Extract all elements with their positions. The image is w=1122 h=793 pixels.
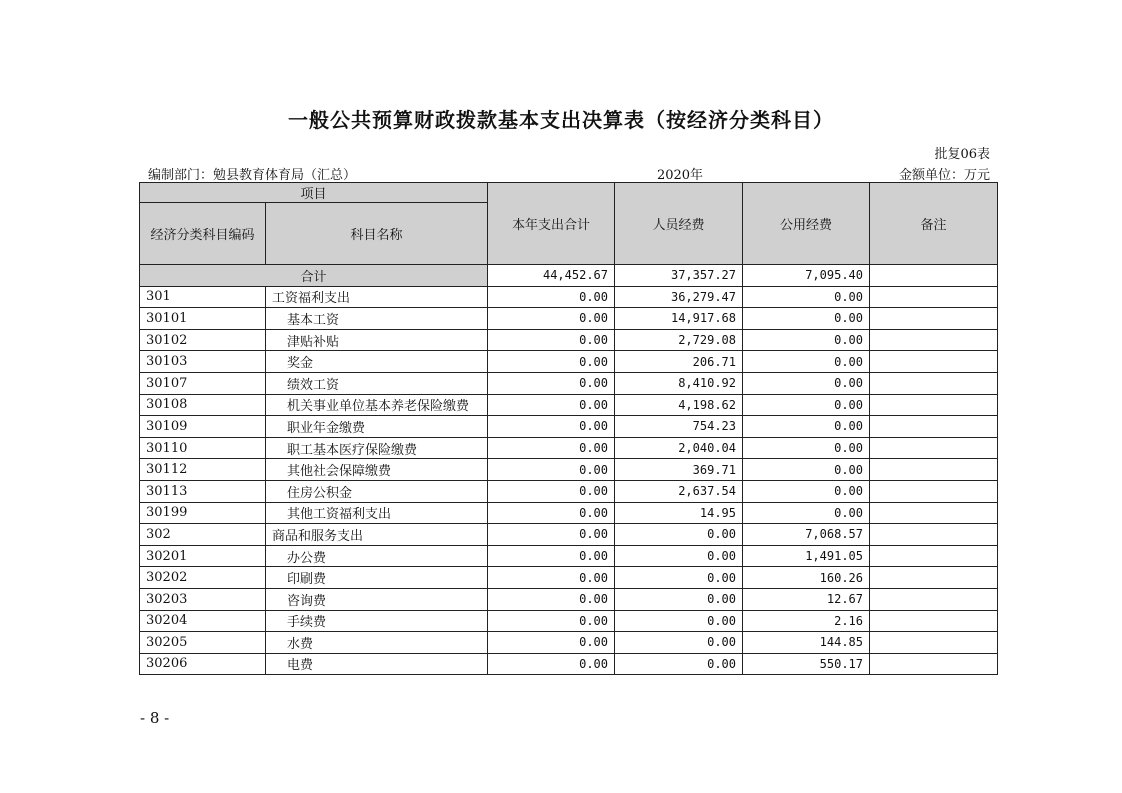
row-total: 0.00 <box>488 502 615 524</box>
row-public: 7,068.57 <box>743 524 870 546</box>
row-code: 30102 <box>140 329 266 351</box>
row-personnel: 14,917.68 <box>615 308 743 330</box>
row-public: 550.17 <box>743 653 870 675</box>
row-code: 30112 <box>140 459 266 481</box>
table-row <box>140 394 998 416</box>
row-name: 商品和服务支出 <box>266 524 488 546</box>
header-item: 项目 <box>140 183 488 203</box>
table-row <box>140 372 998 394</box>
row-personnel: 8,410.92 <box>615 372 743 394</box>
table-row <box>140 437 998 459</box>
row-note <box>870 653 998 675</box>
table-row <box>140 545 998 567</box>
row-name: 其他工资福利支出 <box>266 502 488 524</box>
row-personnel: 2,040.04 <box>615 437 743 459</box>
row-name: 咨询费 <box>266 588 488 610</box>
row-personnel: 0.00 <box>615 588 743 610</box>
row-code: 30201 <box>140 545 266 567</box>
row-total: 0.00 <box>488 545 615 567</box>
header-name: 科目名称 <box>266 203 488 265</box>
row-name: 职业年金缴费 <box>266 416 488 438</box>
row-public: 0.00 <box>743 372 870 394</box>
row-public: 12.67 <box>743 588 870 610</box>
row-code: 302 <box>140 524 266 546</box>
row-note <box>870 545 998 567</box>
row-public: 160.26 <box>743 567 870 589</box>
row-personnel: 14.95 <box>615 502 743 524</box>
row-code: 30107 <box>140 372 266 394</box>
row-public: 0.00 <box>743 437 870 459</box>
row-public: 1,491.05 <box>743 545 870 567</box>
row-note <box>870 308 998 330</box>
total-label: 合计 <box>140 265 488 287</box>
table-row <box>140 351 998 373</box>
row-total: 0.00 <box>488 459 615 481</box>
table-row <box>140 524 998 546</box>
table-row <box>140 588 998 610</box>
table-row <box>140 610 998 632</box>
row-name: 住房公积金 <box>266 480 488 502</box>
row-public: 0.00 <box>743 286 870 308</box>
row-total: 0.00 <box>488 437 615 459</box>
row-name: 电费 <box>266 653 488 675</box>
row-public: 0.00 <box>743 480 870 502</box>
row-note <box>870 567 998 589</box>
row-total: 0.00 <box>488 653 615 675</box>
row-total: 0.00 <box>488 286 615 308</box>
row-total: 0.00 <box>488 372 615 394</box>
row-personnel: 0.00 <box>615 524 743 546</box>
total-amount: 44,452.67 <box>488 265 615 287</box>
row-name: 工资福利支出 <box>266 286 488 308</box>
page-number: - 8 - <box>140 709 170 727</box>
row-total: 0.00 <box>488 351 615 373</box>
row-code: 30204 <box>140 610 266 632</box>
table-row <box>140 329 998 351</box>
row-total: 0.00 <box>488 329 615 351</box>
row-code: 30205 <box>140 632 266 654</box>
row-total: 0.00 <box>488 394 615 416</box>
row-code: 301 <box>140 286 266 308</box>
row-note <box>870 394 998 416</box>
table-row <box>140 502 998 524</box>
row-name: 奖金 <box>266 351 488 373</box>
total-row <box>140 265 998 287</box>
row-note <box>870 437 998 459</box>
row-note <box>870 610 998 632</box>
row-public: 0.00 <box>743 459 870 481</box>
total-note <box>870 265 998 287</box>
row-code: 30202 <box>140 567 266 589</box>
row-name: 机关事业单位基本养老保险缴费 <box>266 394 488 416</box>
row-public: 0.00 <box>743 502 870 524</box>
table-row <box>140 480 998 502</box>
row-note <box>870 588 998 610</box>
row-name: 其他社会保障缴费 <box>266 459 488 481</box>
row-name: 基本工资 <box>266 308 488 330</box>
row-personnel: 2,729.08 <box>615 329 743 351</box>
header-row-1 <box>140 183 998 203</box>
row-note <box>870 286 998 308</box>
row-code: 30109 <box>140 416 266 438</box>
row-public: 0.00 <box>743 308 870 330</box>
compiling-department: 编制部门：勉县教育体育局（汇总） <box>148 168 357 183</box>
table-row <box>140 567 998 589</box>
row-total: 0.00 <box>488 480 615 502</box>
row-note <box>870 372 998 394</box>
row-name: 津贴补贴 <box>266 329 488 351</box>
row-name: 职工基本医疗保险缴费 <box>266 437 488 459</box>
row-total: 0.00 <box>488 524 615 546</box>
row-name: 印刷费 <box>266 567 488 589</box>
total-personnel: 37,357.27 <box>615 265 743 287</box>
row-note <box>870 459 998 481</box>
row-personnel: 0.00 <box>615 610 743 632</box>
budget-table <box>139 182 998 675</box>
total-public: 7,095.40 <box>743 265 870 287</box>
row-code: 30110 <box>140 437 266 459</box>
row-code: 30103 <box>140 351 266 373</box>
row-public: 0.00 <box>743 351 870 373</box>
row-name: 水费 <box>266 632 488 654</box>
row-public: 144.85 <box>743 632 870 654</box>
row-total: 0.00 <box>488 632 615 654</box>
row-total: 0.00 <box>488 610 615 632</box>
row-code: 30108 <box>140 394 266 416</box>
row-name: 绩效工资 <box>266 372 488 394</box>
header-note: 备注 <box>870 183 998 265</box>
amount-unit: 金额单位：万元 <box>898 168 990 183</box>
row-note <box>870 480 998 502</box>
header-code: 经济分类科目编码 <box>140 203 266 265</box>
row-code: 30101 <box>140 308 266 330</box>
row-note <box>870 329 998 351</box>
row-note <box>870 416 998 438</box>
row-note <box>870 632 998 654</box>
row-personnel: 4,198.62 <box>615 394 743 416</box>
row-personnel: 2,637.54 <box>615 480 743 502</box>
row-code: 30203 <box>140 588 266 610</box>
row-personnel: 0.00 <box>615 545 743 567</box>
header-total: 本年支出合计 <box>488 183 615 265</box>
header-personnel: 人员经费 <box>615 183 743 265</box>
row-personnel: 369.71 <box>615 459 743 481</box>
row-personnel: 0.00 <box>615 567 743 589</box>
report-year: 2020年 <box>656 168 704 183</box>
page-title: 一般公共预算财政拨款基本支出决算表（按经济分类科目） <box>288 108 834 132</box>
row-public: 2.16 <box>743 610 870 632</box>
table-row <box>140 308 998 330</box>
row-code: 30113 <box>140 480 266 502</box>
row-personnel: 754.23 <box>615 416 743 438</box>
row-note <box>870 351 998 373</box>
table-row <box>140 286 998 308</box>
table-row <box>140 632 998 654</box>
row-public: 0.00 <box>743 416 870 438</box>
row-name: 手续费 <box>266 610 488 632</box>
row-public: 0.00 <box>743 329 870 351</box>
row-total: 0.00 <box>488 416 615 438</box>
table-row <box>140 416 998 438</box>
header-public: 公用经费 <box>743 183 870 265</box>
row-public: 0.00 <box>743 394 870 416</box>
row-note <box>870 502 998 524</box>
row-personnel: 206.71 <box>615 351 743 373</box>
row-name: 办公费 <box>266 545 488 567</box>
row-total: 0.00 <box>488 567 615 589</box>
form-number: 批复06表 <box>934 147 990 162</box>
row-note <box>870 524 998 546</box>
row-personnel: 0.00 <box>615 632 743 654</box>
row-code: 30206 <box>140 653 266 675</box>
table-row <box>140 653 998 675</box>
row-personnel: 0.00 <box>615 653 743 675</box>
row-total: 0.00 <box>488 588 615 610</box>
row-personnel: 36,279.47 <box>615 286 743 308</box>
table-row <box>140 459 998 481</box>
row-code: 30199 <box>140 502 266 524</box>
row-total: 0.00 <box>488 308 615 330</box>
